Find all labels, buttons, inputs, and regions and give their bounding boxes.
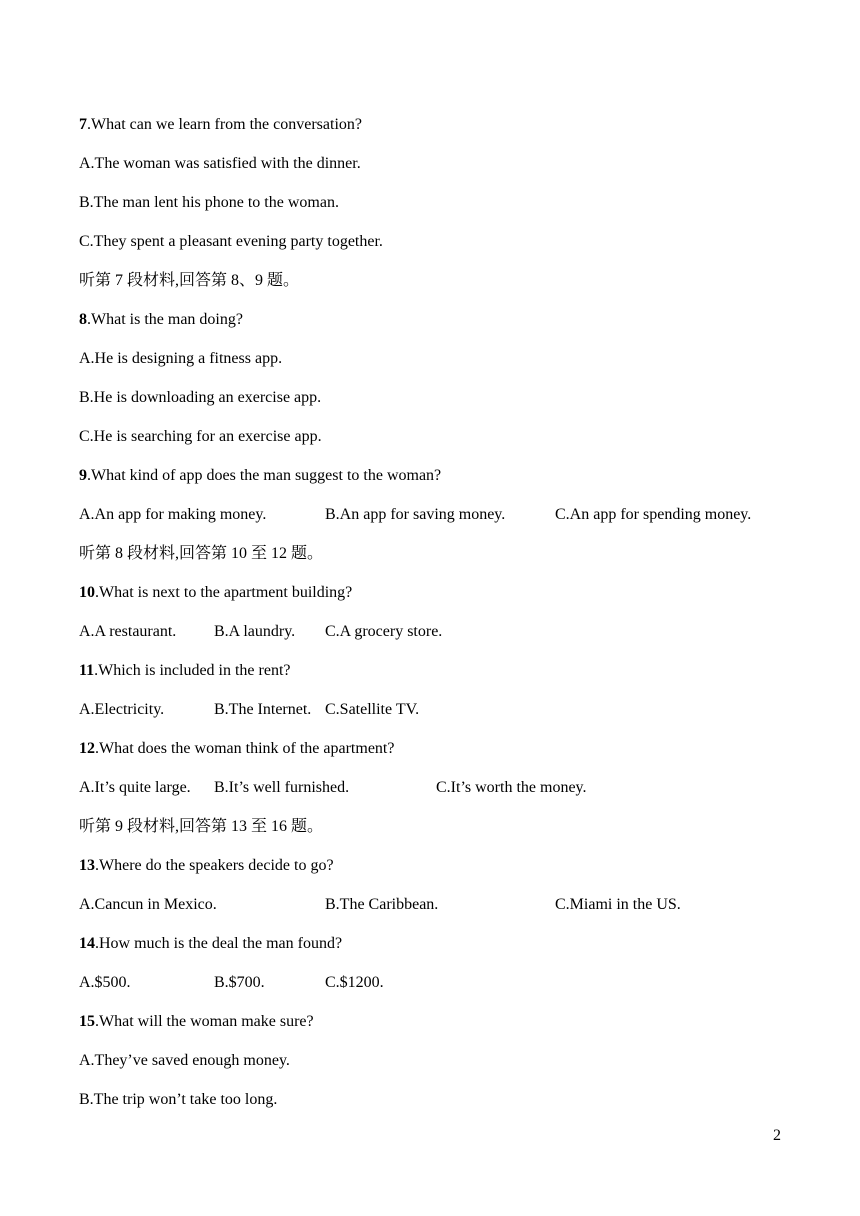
options-row-10 [79,622,779,642]
question-number: 9 [79,467,87,484]
question-text: .Where do the speakers decide to go? [95,857,334,874]
option-7b: B.The man lent his phone to the woman. [79,194,339,211]
option-9a: A.An app for making money. [79,506,267,523]
question-number: 11 [79,662,95,679]
options-row-14 [79,973,779,993]
option-8c: C.He is searching for an exercise app. [79,428,322,445]
question-text: .What can we learn from the conversation? [87,116,362,133]
option-14a: A.$500. [79,974,131,991]
option-7c: C.They spent a pleasant evening party together. [79,233,383,250]
question-number: 7 [79,116,87,133]
question-text: .Which is included in the rent? [94,662,291,679]
question-7 [79,115,362,135]
question-12 [79,739,394,759]
section-heading-7: 听第 7 段材料,回答第 8、9 题。 [79,272,300,289]
option-15b: B.The trip won’t take too long. [79,1091,278,1108]
question-number: 8 [79,311,87,328]
section-heading-9: 听第 9 段材料,回答第 13 至 16 题。 [79,818,324,835]
option-8b: B.He is downloading an exercise app. [79,389,322,406]
option-13a: A.Cancun in Mexico. [79,896,217,913]
option-8a: A.He is designing a fitness app. [79,350,283,367]
question-14 [79,934,342,954]
option-11c: C.Satellite TV. [325,701,420,718]
option-15a: A.They’ve saved enough money. [79,1052,290,1069]
option-12c: C.It’s worth the money. [436,779,587,796]
option-7a: A.The woman was satisfied with the dinner. [79,155,361,172]
question-number: 10 [79,584,95,601]
option-13b: B.The Caribbean. [325,896,439,913]
question-15 [79,1012,314,1032]
option-12a: A.It’s quite large. [79,779,191,796]
question-text: .What is the man doing? [87,311,243,328]
section-heading-8: 听第 8 段材料,回答第 10 至 12 题。 [79,545,324,562]
page-number: 2 [773,1127,781,1144]
question-text: .How much is the deal the man found? [95,935,343,952]
options-row-11 [79,700,779,720]
question-text: .What will the woman make sure? [95,1013,314,1030]
option-14b: B.$700. [214,974,265,991]
option-10a: A.A restaurant. [79,623,177,640]
question-9 [79,466,441,486]
options-row-12 [79,778,779,798]
option-9b: B.An app for saving money. [325,506,506,523]
option-14c: C.$1200. [325,974,384,991]
option-10b: B.A laundry. [214,623,296,640]
question-number: 15 [79,1013,95,1030]
question-text: .What is next to the apartment building? [95,584,353,601]
question-number: 14 [79,935,95,952]
question-text: .What does the woman think of the apartment? [95,740,395,757]
option-12b: B.It’s well furnished. [214,779,350,796]
option-9c: C.An app for spending money. [555,506,752,523]
option-10c: C.A grocery store. [325,623,443,640]
question-text: .What kind of app does the man suggest to the woman? [87,467,442,484]
question-number: 12 [79,740,95,757]
question-11 [79,661,291,681]
option-11a: A.Electricity. [79,701,165,718]
question-10 [79,583,352,603]
option-13c: C.Miami in the US. [555,896,681,913]
question-13 [79,856,334,876]
options-row-9 [79,505,779,525]
options-row-13 [79,895,779,915]
option-11b: B.The Internet. [214,701,312,718]
question-number: 13 [79,857,95,874]
question-8 [79,310,243,330]
